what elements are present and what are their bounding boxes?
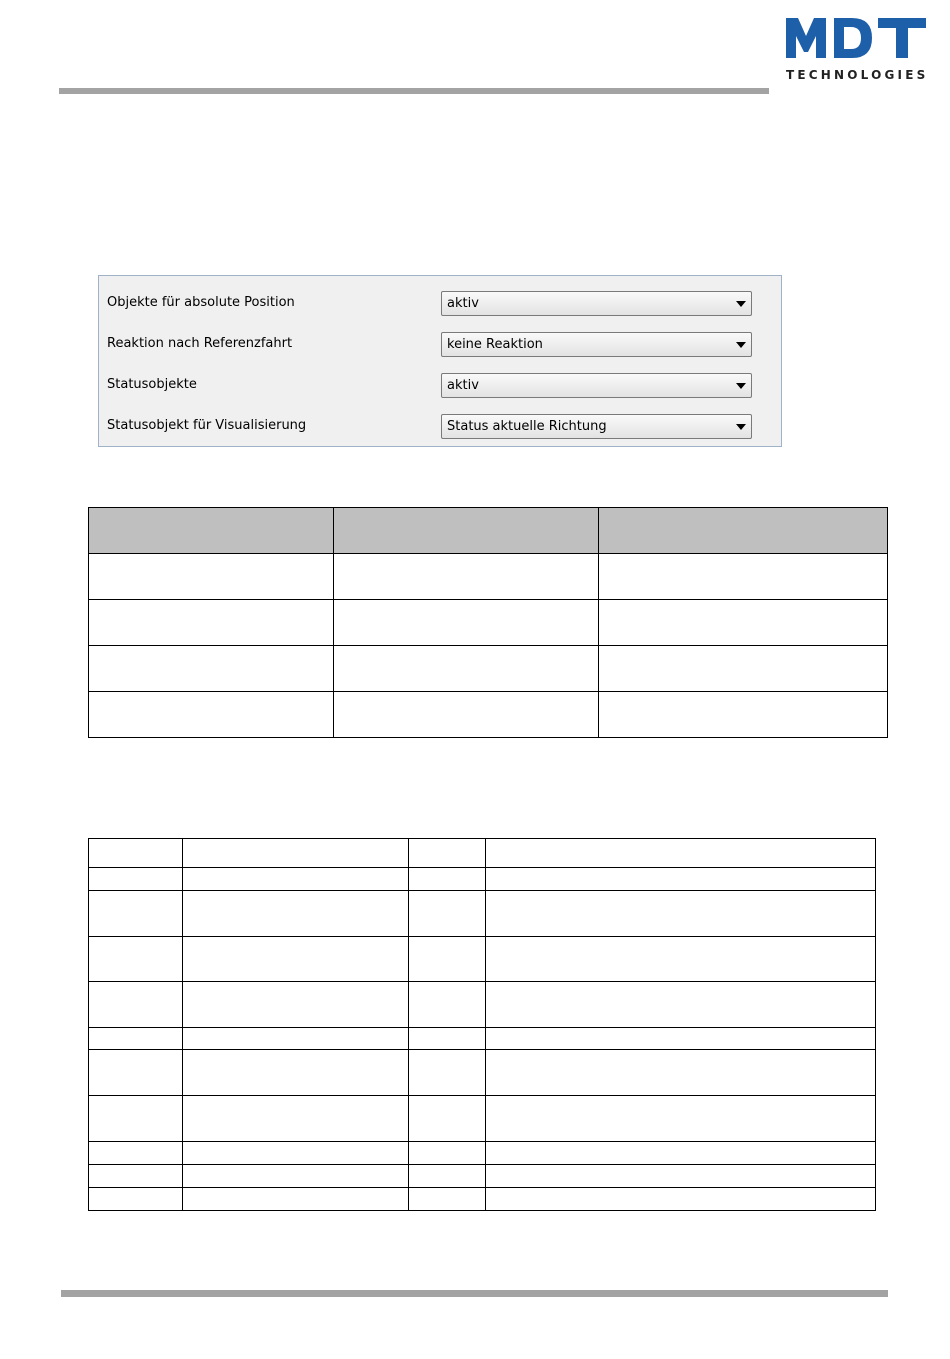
table-row <box>89 982 876 1028</box>
table-cell <box>408 937 486 982</box>
table-header-cell <box>599 508 888 554</box>
table-cell <box>182 982 408 1028</box>
table-header-row <box>89 508 888 554</box>
param-label: Reaktion nach Referenzfahrt <box>107 336 293 351</box>
table-cell <box>182 937 408 982</box>
table-cell <box>486 1188 876 1211</box>
table-row <box>89 646 888 692</box>
table-cell <box>408 1188 486 1211</box>
table-cell <box>599 600 888 646</box>
chevron-down-icon <box>736 424 746 430</box>
table-cell <box>89 937 183 982</box>
table-cell <box>486 1165 876 1188</box>
table-cell <box>89 554 334 600</box>
logo-mark <box>782 10 928 60</box>
table-cell <box>408 1142 486 1165</box>
table-cell <box>89 839 183 868</box>
table-cell <box>408 891 486 937</box>
footer-divider <box>61 1290 888 1297</box>
table-row <box>89 868 876 891</box>
table-cell <box>182 891 408 937</box>
table-cell <box>182 1050 408 1096</box>
table-header-cell <box>89 508 334 554</box>
param-row-reference-reaction <box>99 332 781 358</box>
parameter-description-table <box>88 507 888 738</box>
table-cell <box>89 1050 183 1096</box>
table-cell <box>486 937 876 982</box>
table-cell <box>486 982 876 1028</box>
table-cell <box>182 1028 408 1050</box>
table-cell <box>89 1165 183 1188</box>
table-cell <box>89 1096 183 1142</box>
table-cell <box>408 1165 486 1188</box>
table-cell <box>89 1188 183 1211</box>
select-value: aktiv <box>447 296 479 311</box>
logo-subtitle: TECHNOLOGIES <box>786 68 929 82</box>
table-cell <box>408 839 486 868</box>
table-row <box>89 1096 876 1142</box>
table-cell <box>182 1142 408 1165</box>
table-cell <box>89 1028 183 1050</box>
table-row <box>89 891 876 937</box>
mdt-logo-mark-graphic <box>782 14 928 60</box>
table-cell <box>333 600 599 646</box>
table-cell <box>408 1096 486 1142</box>
table-header-cell <box>333 508 599 554</box>
table-row <box>89 554 888 600</box>
table-cell <box>333 692 599 738</box>
table-cell <box>599 554 888 600</box>
table-cell <box>89 646 334 692</box>
table-cell <box>182 1165 408 1188</box>
table-cell <box>486 891 876 937</box>
param-label: Objekte für absolute Position <box>107 295 295 310</box>
table-cell <box>333 554 599 600</box>
table-row <box>89 1165 876 1188</box>
chevron-down-icon <box>736 301 746 307</box>
table-cell <box>599 646 888 692</box>
table-cell <box>408 1028 486 1050</box>
table-cell <box>599 692 888 738</box>
table-row <box>89 1188 876 1211</box>
table-cell <box>486 868 876 891</box>
table-cell <box>486 1142 876 1165</box>
communication-objects-table <box>88 838 876 1211</box>
visualization-status-select[interactable] <box>441 414 752 439</box>
table-cell <box>486 1050 876 1096</box>
table-row <box>89 937 876 982</box>
table-cell <box>486 839 876 868</box>
table-cell <box>89 692 334 738</box>
table-cell <box>408 1050 486 1096</box>
table-cell <box>182 1188 408 1211</box>
table-cell <box>408 982 486 1028</box>
param-row-status-objects <box>99 373 781 399</box>
table-row <box>89 1050 876 1096</box>
table-row <box>89 1142 876 1165</box>
table-row <box>89 692 888 738</box>
select-value: aktiv <box>447 378 479 393</box>
chevron-down-icon <box>736 342 746 348</box>
param-row-absolute-position <box>99 291 781 317</box>
table-cell <box>182 868 408 891</box>
select-value: keine Reaktion <box>447 337 543 352</box>
table-cell <box>89 868 183 891</box>
mdt-logo <box>782 10 928 86</box>
select-value: Status aktuelle Richtung <box>447 419 607 434</box>
table-cell <box>182 839 408 868</box>
param-label: Statusobjekt für Visualisierung <box>107 418 307 433</box>
status-objects-select[interactable] <box>441 373 752 398</box>
chevron-down-icon <box>736 383 746 389</box>
table-row <box>89 600 888 646</box>
table-cell <box>408 868 486 891</box>
absolute-position-select[interactable] <box>441 291 752 316</box>
table-cell <box>486 1028 876 1050</box>
table-cell <box>182 1096 408 1142</box>
table-header-row <box>89 839 876 868</box>
param-label: Statusobjekte <box>107 377 197 392</box>
table-cell <box>89 982 183 1028</box>
reference-reaction-select[interactable] <box>441 332 752 357</box>
table-cell <box>89 1142 183 1165</box>
header-divider <box>59 88 769 94</box>
table-cell <box>486 1096 876 1142</box>
table-cell <box>89 600 334 646</box>
table-row <box>89 1028 876 1050</box>
table-cell <box>333 646 599 692</box>
param-row-visualization-status <box>99 414 781 440</box>
table-cell <box>89 891 183 937</box>
parameter-panel <box>98 275 782 447</box>
